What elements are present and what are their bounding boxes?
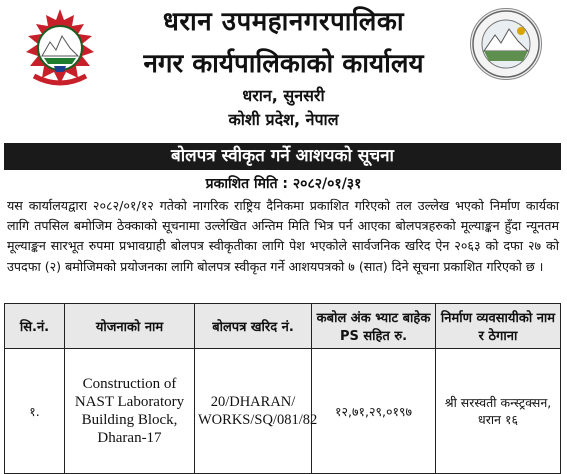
cell-project: Construction of NAST Laboratory Building Block, Dharan-17	[65, 349, 195, 474]
office-name: नगर कार्यपालिकाको कार्यालय	[143, 49, 424, 79]
col-header-contractor: निर्माण व्यवसायीको नाम र ठेगाना	[436, 304, 561, 349]
col-header-project: योजनाको नाम	[65, 304, 195, 349]
notice-title-banner: बोलपत्र स्वीकृत गर्ने आशयको सूचना	[4, 143, 561, 170]
cell-bid-number: 20/DHARAN/ WORKS/SQ/081/82	[195, 349, 312, 474]
notice-body: यस कार्यालयद्वारा २०८२/०१/१२ गतेको नागरिक राष्ट्रिय दैनिकमा प्रकाशित गरिएको तल उल्लेख भएको निर्माण कार्यका लागि तपसिल बमोजिम ठेक्काको सूचनामा उल्लेखित अन्तिम मिति भित्र पर्न आएका बोलपत्रहरुको मूल्याङ्कन हुँदा न्यूनतम मूल्याङ्कन सारभूत रुपमा प्रभावग्राही बोलपत्र स्वीकृतीका लागि पेश भएकोले सार्वजनिक खरिद ऐन २०६३ को दफा २७ को उपदफा (२) बमोजिमको प्रयोजनका लागि बोलपत्र स्वीकृत गर्ने आशयपत्रको ७ (सात) दिने सूचना प्रकाशित गरिएको छ ।	[7, 198, 559, 274]
header	[0, 0, 567, 140]
cell-amount: १२,७१,२९,०१९७	[312, 349, 436, 474]
table-header-row	[5, 304, 561, 349]
cell-sn: १.	[5, 349, 65, 474]
col-header-sn: सि.नं.	[5, 304, 65, 349]
table-row	[5, 349, 561, 474]
cell-contractor: श्री सरस्वती कन्स्ट्रक्सन, धरान १६	[436, 349, 561, 474]
col-header-bid: बोलपत्र खरिद नं.	[195, 304, 312, 349]
office-location: धरान, सुनसरी	[242, 86, 325, 105]
municipality-name: धरान उपमहानगरपालिका	[162, 7, 405, 37]
publication-date: प्रकाशित मिति : २०८२/०१/३१	[205, 176, 362, 192]
office-province: कोशी प्रदेश, नेपाल	[228, 110, 339, 129]
municipality-logo-icon	[470, 8, 542, 80]
col-header-amount: कबोल अंक भ्याट बाहेक PS सहित रु.	[312, 304, 436, 349]
bid-table	[4, 303, 561, 474]
